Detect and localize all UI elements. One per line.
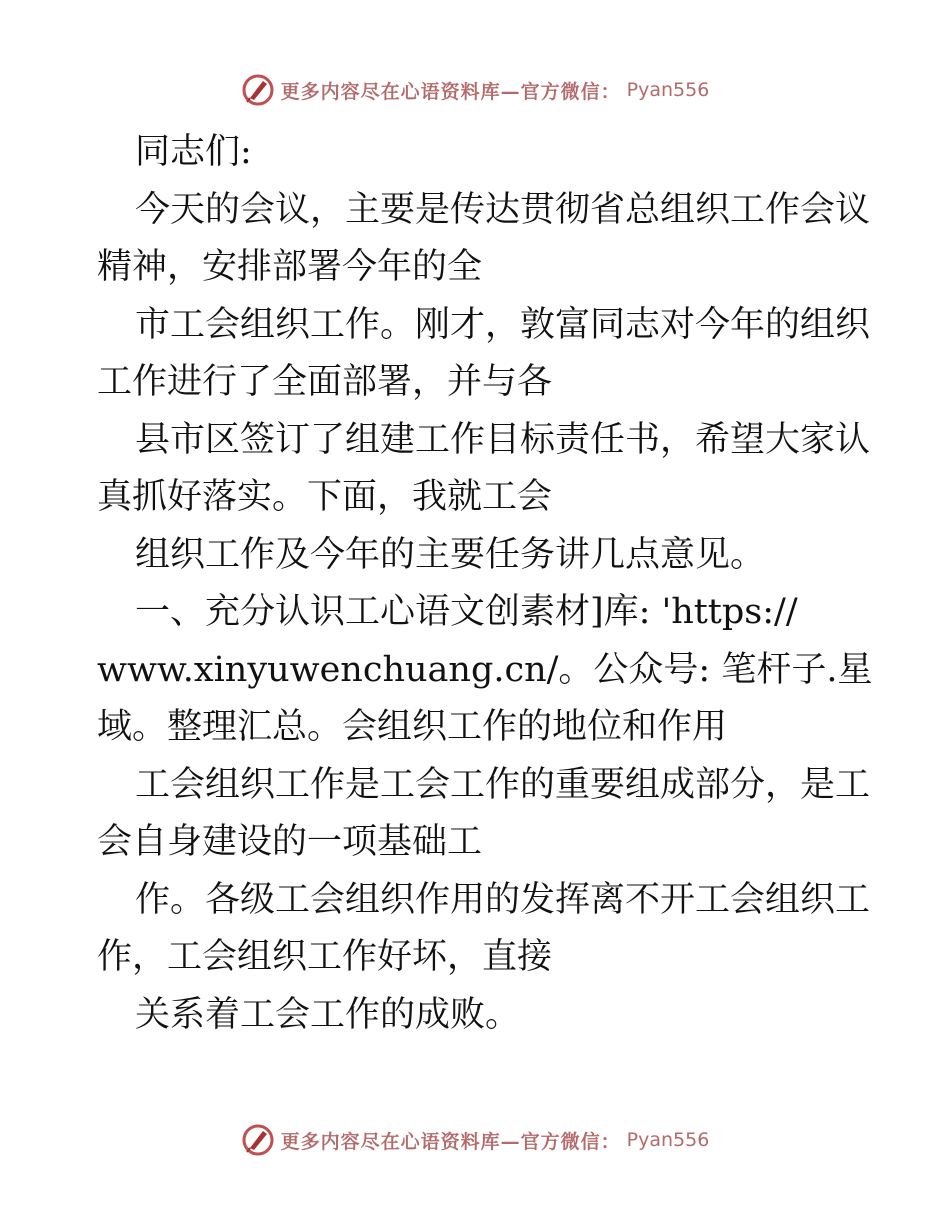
header-banner (0, 70, 950, 110)
banner-wechat-id: Pyan556 (626, 79, 710, 101)
document-line: 作，工会组织工作好坏，直接 (97, 937, 553, 977)
document-line: 一、充分认识工心语文创素材]库: 'https:// (135, 592, 798, 632)
document-line: 今天的会议，主要是传达贯彻省总组织工作会议 (135, 189, 871, 230)
document-line: www.xinyuwenchuang.cn/。公众号: 笔杆子.星 (97, 649, 873, 690)
document-line: 关系着工会工作的成败。 (135, 994, 521, 1035)
document-line: 组织工作及今年的主要任务讲几点意见。 (135, 534, 766, 575)
document-line: 同志们: (135, 132, 252, 172)
banner-wechat-id: Pyan556 (626, 1129, 710, 1151)
footer-banner (0, 1120, 950, 1160)
document-line: 作。各级工会组织作用的发挥离不开工会组织工 (135, 879, 871, 920)
document-line: 工会组织工作是工会工作的重要组成部分，是工 (135, 764, 871, 805)
document-line: 真抓好落实。下面，我就工会 (97, 477, 553, 517)
document-line: 县市区签订了组建工作目标责任书，希望大家认 (135, 419, 871, 460)
banner-text: 更多内容尽在心语资料库—官方微信： (280, 1130, 621, 1153)
document-line: 工作进行了全面部署，并与各 (97, 362, 553, 402)
document-line: 域。整理汇总。会组织工作的地位和作用 (97, 707, 728, 747)
document-line: 精神，安排部署今年的全 (97, 247, 483, 287)
document-line: 会自身建设的一项基础工 (97, 822, 483, 862)
quill-logo-icon (241, 73, 275, 107)
quill-logo-icon (241, 1123, 275, 1157)
banner-text: 更多内容尽在心语资料库—官方微信： (280, 80, 621, 103)
document-line: 市工会组织工作。刚才，敦富同志对今年的组织 (135, 304, 871, 345)
document-body (97, 124, 873, 1044)
